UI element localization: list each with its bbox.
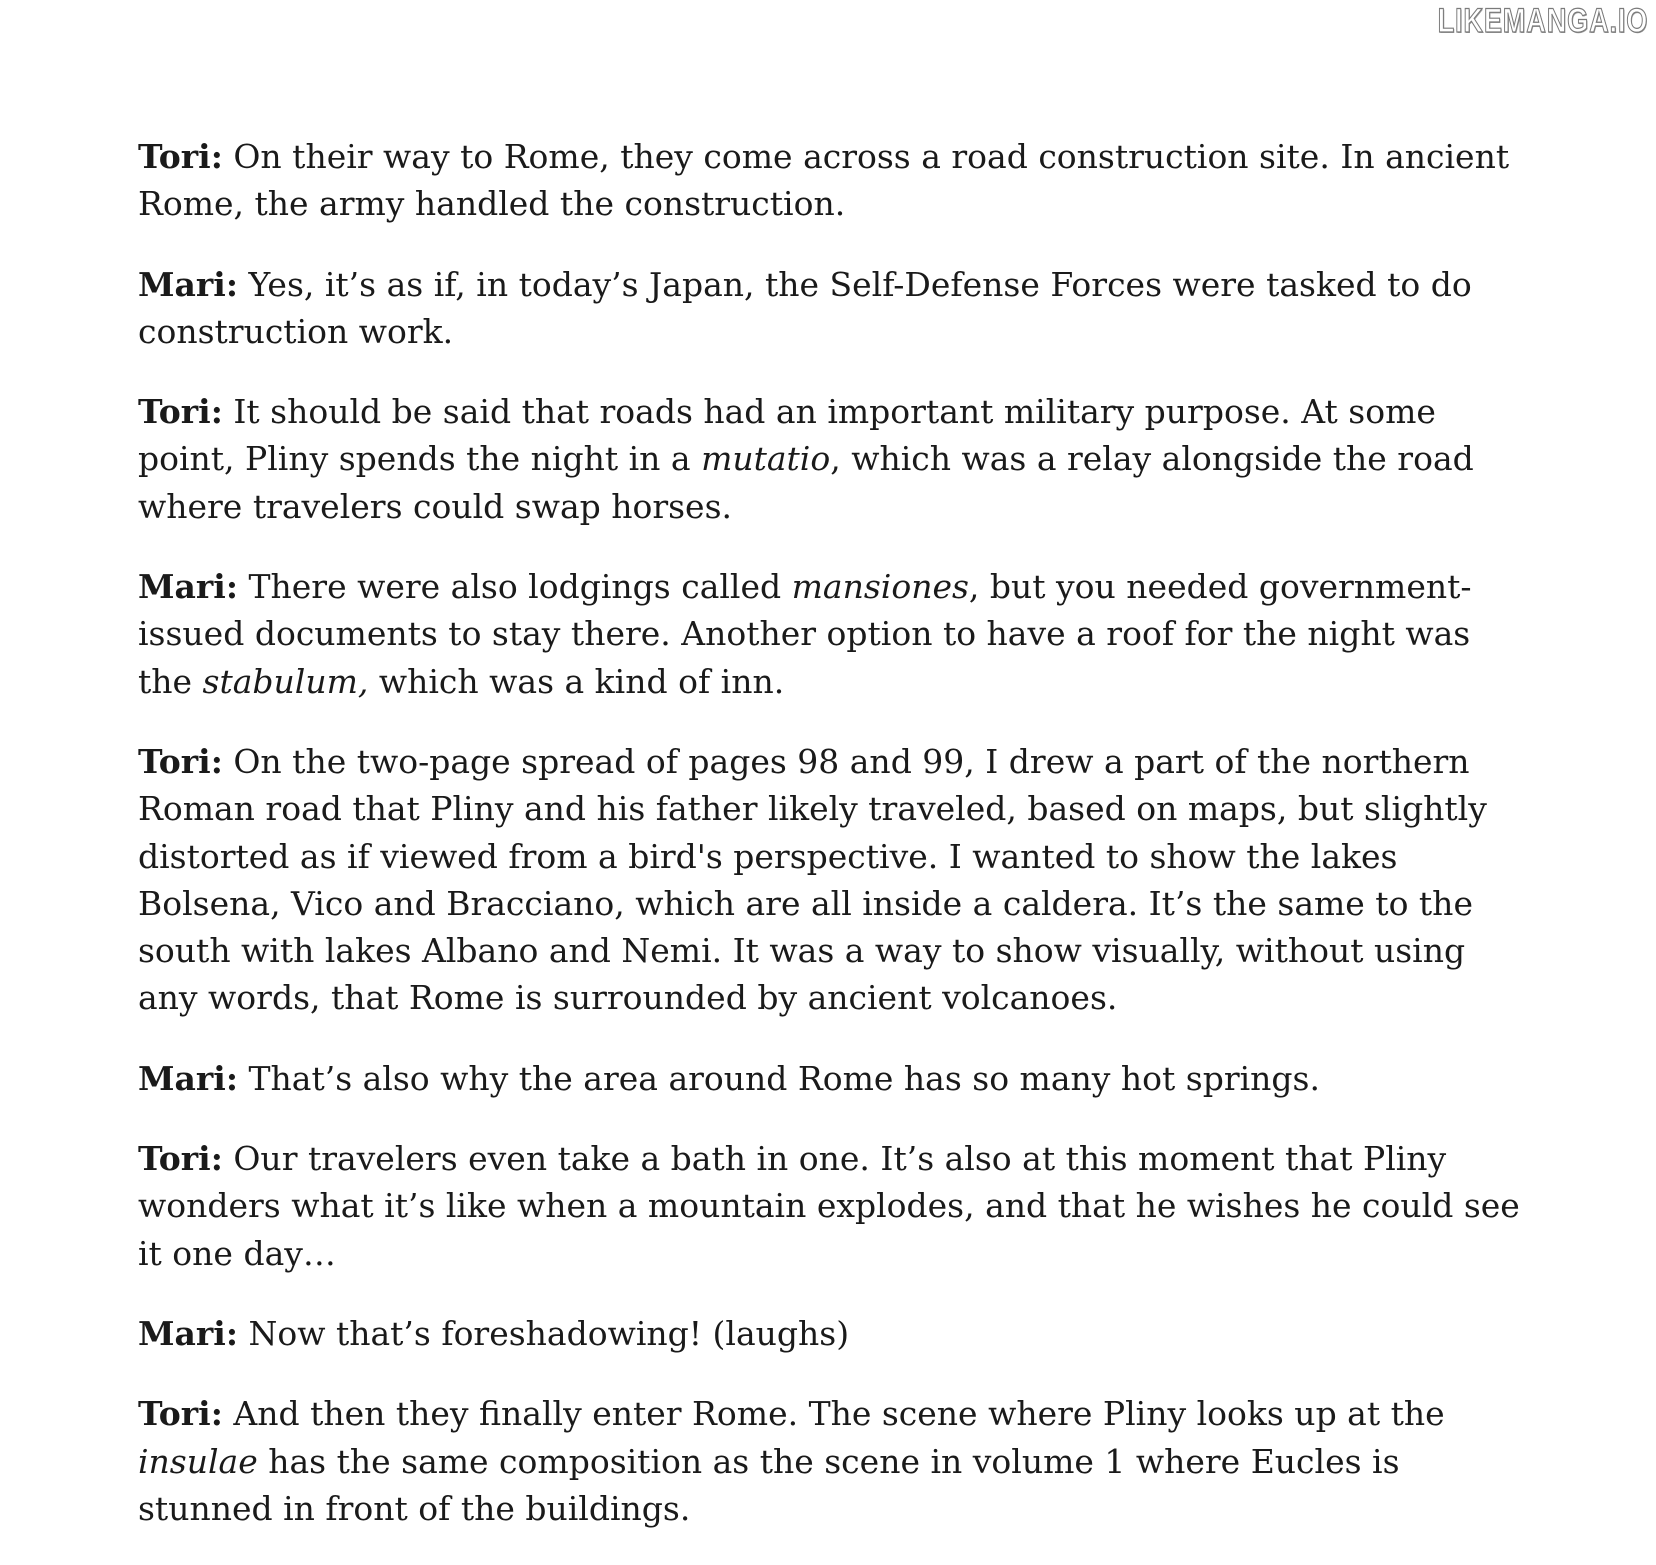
speaker-label: Mari:: [138, 1058, 239, 1098]
dialogue-text: That’s also why the area around Rome has so many hot springs.: [238, 1058, 1320, 1098]
speaker-label: Tori:: [138, 392, 223, 432]
speaker-label: Tori:: [138, 741, 223, 781]
dialogue-text: And then they finally enter Rome. The scene where Pliny looks up at the: [222, 1394, 1445, 1434]
speaker-label: Tori:: [138, 1394, 223, 1434]
italic-term: mutatio: [701, 439, 831, 479]
dialogue-text: It should be said that roads had an important military purpose. At some point, Pliny spends the night in a: [138, 392, 1436, 479]
dialogue-text: On the two-page spread of pages 98 and 99, I drew a part of the northern Roman road that Pliny and his father likely traveled, based on maps, but slightly distorted as if viewed from a bird's perspective. I wanted to show the lakes Bolsena, Vico and Bracciano, which are all inside a caldera. It’s the same to the south with lakes Albano and Nemi. It was a way to show visually, without using any words, that Rome is surrounded by ancient volcanoes.: [138, 741, 1487, 1018]
dialogue-paragraph: [138, 738, 1528, 1022]
dialogue-text: , but you needed government-issued documents to stay there. Another option to have a roof for the night was the: [138, 567, 1472, 701]
italic-term: mansiones: [791, 567, 969, 607]
dialogue-paragraph: [138, 1390, 1528, 1532]
speaker-label: Mari:: [138, 1313, 239, 1353]
dialogue-text: On their way to Rome, they come across a road construction site. In ancient Rome, the army handled the construction.: [138, 137, 1510, 224]
dialogue-text: which was a kind of inn.: [368, 661, 785, 701]
speaker-label: Mari:: [138, 264, 239, 304]
italic-term: stabulum,: [202, 661, 369, 701]
dialogue-paragraph: [138, 261, 1528, 356]
interview-text: [138, 133, 1528, 1565]
watermark-logo: LIKEMANGA.IO: [1437, 2, 1648, 40]
dialogue-text: , which was a relay alongside the road where travelers could swap horses.: [138, 439, 1474, 526]
dialogue-text: Yes, it’s as if, in today’s Japan, the Self-Defense Forces were tasked to do construction work.: [138, 264, 1472, 351]
dialogue-text: has the same composition as the scene in volume 1 where Eucles is stunned in front of the buildings.: [138, 1441, 1400, 1528]
dialogue-paragraph: [138, 133, 1528, 228]
dialogue-text: Now that’s foreshadowing! (laughs): [238, 1313, 850, 1353]
dialogue-paragraph: [138, 1055, 1528, 1102]
dialogue-text: Our travelers even take a bath in one. It’s also at this moment that Pliny wonders what it’s like when a mountain explodes, and that he wishes he could see it one day…: [138, 1139, 1520, 1273]
speaker-label: Tori:: [138, 137, 223, 176]
dialogue-paragraph: [138, 388, 1528, 530]
italic-term: insulae: [138, 1441, 258, 1481]
speaker-label: Tori:: [138, 1139, 223, 1179]
dialogue-paragraph: [138, 563, 1528, 705]
dialogue-text: There were also lodgings called: [238, 567, 792, 607]
dialogue-paragraph: [138, 1310, 1528, 1357]
dialogue-paragraph: [138, 1135, 1528, 1277]
speaker-label: Mari:: [138, 567, 239, 607]
